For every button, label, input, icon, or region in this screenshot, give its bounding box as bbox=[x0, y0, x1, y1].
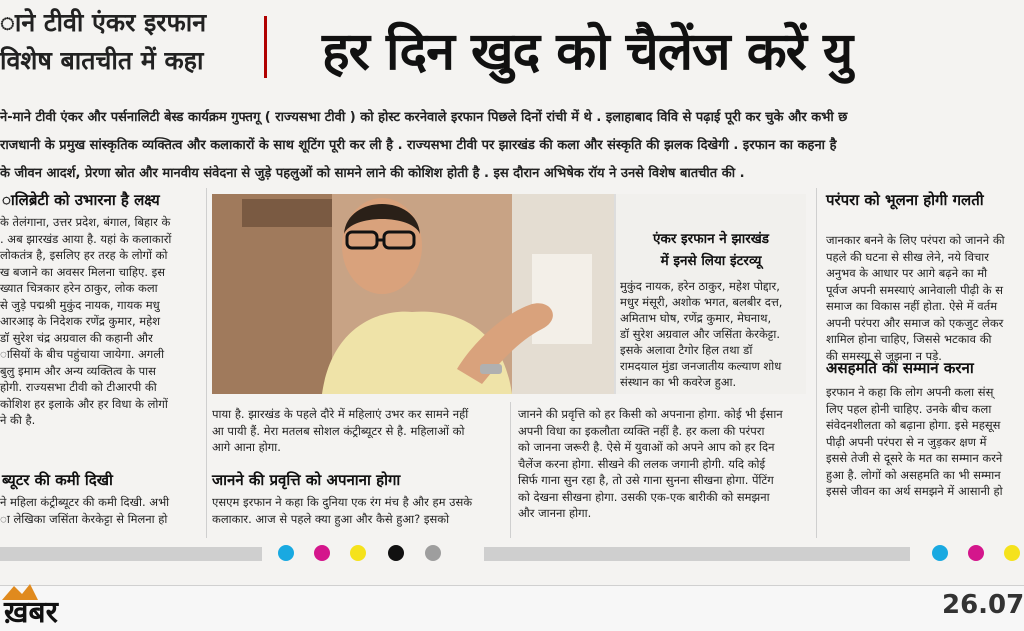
text-line: पाया है. झारखंड के पहले दौरे में महिलाएं उभर कर सामने नहीं bbox=[212, 407, 469, 421]
text-line: लिए पहल होनी चाहिए. उनके बीच कला bbox=[826, 401, 992, 416]
right-col-body bbox=[826, 232, 1024, 364]
column-divider bbox=[206, 188, 207, 538]
text-line: डॉ सुरेश चंद्र अग्रवाल की कहानी और bbox=[0, 330, 153, 345]
text-line: आगे आना होगा. bbox=[212, 440, 281, 454]
black-registration-dot bbox=[388, 545, 404, 561]
text-line: अपनी विधा का इकलौता व्यक्ति नहीं है. हर कला की परंपरा bbox=[518, 423, 765, 438]
kicker-line-1: ाने टीवी एंकर इरफान bbox=[0, 8, 207, 37]
text-line: जानकार बनने के लिए परंपरा को जानने की bbox=[826, 233, 1005, 247]
text-line: आ पायी हैं. मेरा मतलब सोशल कंट्रीब्यूटर से है. महिलाओं को bbox=[212, 423, 465, 438]
text-line: मुकुंद नायक, हरेन ठाकुर, महेश पोद्दार, bbox=[620, 279, 780, 293]
text-line: एसएम इरफान ने कहा कि दुनिया एक रंग मंच है और हम उसके bbox=[212, 495, 473, 509]
text-line: ने महिला कंट्रीब्यूटर की कमी दिखी. अभी bbox=[0, 495, 170, 509]
inset-title-1: एंकर इरफान ने झारखंड bbox=[653, 231, 769, 247]
text-line: संस्थान का भी कवरेज हुआ. bbox=[620, 375, 737, 389]
text-line: को जानना जरूरी है. ऐसे में युवाओं को अपने आप को हर दिन bbox=[518, 440, 775, 454]
right-col-heading: परंपरा को भूलना होगी गलती bbox=[826, 191, 984, 209]
photo-anchor-irfan bbox=[212, 194, 614, 394]
text-line: अपनी परंपरा और समाज को एकजुट लेकर bbox=[826, 315, 1004, 330]
registration-strip bbox=[484, 547, 910, 561]
magenta-registration-dot bbox=[968, 545, 984, 561]
text-line: जानने की प्रवृत्ति को हर किसी को अपनाना होगा. कोई भी ईसान bbox=[518, 407, 783, 421]
intro-line: के जीवन आदर्श, प्रेरणा स्रोत और मानवीय संवेदना से जुड़े पहलुओं को सामने लाने की कोशिश होती है . इस दौरान अभिषेक रॉय ने उनसे विशेष बातचीत की . bbox=[0, 166, 745, 181]
left-col-body bbox=[0, 214, 200, 429]
mid-col-body-2 bbox=[212, 494, 502, 527]
text-line: की समस्या से जूझना न पड़े. bbox=[826, 348, 942, 363]
text-line: कोशिश हर इलाके और हर विधा के लोगों bbox=[0, 396, 168, 411]
yellow-registration-dot bbox=[350, 545, 366, 561]
text-line: के तेलंगाना, उत्तर प्रदेश, बंगाल, बिहार के bbox=[0, 215, 171, 229]
text-line: बुलु इमाम और अन्य व्यक्तित्व के पास bbox=[0, 363, 156, 378]
text-line: इरफान ने कहा कि लोग अपनी कला संस् bbox=[826, 385, 994, 399]
cyan-registration-dot bbox=[932, 545, 948, 561]
cyan-registration-dot bbox=[278, 545, 294, 561]
mid-col-body bbox=[212, 406, 502, 456]
text-line: पहले की घटना से सीख लेने, नये विचार bbox=[826, 249, 989, 264]
text-line: से जुड़े पद्मश्री मुकुंद नायक, गायक मधु bbox=[0, 297, 160, 312]
right-col-body-2 bbox=[826, 384, 1024, 500]
page-date: 26.07 bbox=[942, 590, 1024, 620]
intro-line: राजधानी के प्रमुख सांस्कृतिक व्यक्तित्व और कलाकारों के साथ शूटिंग पूरी कर ली है . राज्यसभा टीवी पर झारखंड की कला और संस्कृति की झलक दिखेगी . इरफान का कहना है bbox=[0, 138, 837, 153]
text-line: ासियों के बीच पहुंचाया जायेगा. अगली bbox=[0, 347, 165, 361]
text-line: ख बजाने का अवसर मिलना चाहिए. इस bbox=[0, 264, 166, 279]
text-line: होगी. राज्यसभा टीवी को टीआरपी की bbox=[0, 380, 157, 394]
magenta-registration-dot bbox=[314, 545, 330, 561]
text-line: समाज का विकास नहीं होता. ऐसे में वर्तम bbox=[826, 299, 998, 313]
column-divider bbox=[816, 188, 817, 538]
left-col-body-2 bbox=[0, 494, 200, 527]
brand-logo: ख़बर bbox=[4, 595, 58, 630]
text-line: अमिताभ घोष, रणेंद्र कुमार, मेघनाथ, bbox=[620, 311, 772, 325]
text-line: और जानना होगा. bbox=[518, 506, 592, 520]
text-line: को देखना सीखना होगा. उसकी एक-एक बारीकी को समझना bbox=[518, 489, 770, 504]
headline: हर दिन खुद को चैलेंज करें यु bbox=[322, 22, 853, 82]
text-line: इससे तेजी से दूसरे के मत का सम्मान करने bbox=[826, 451, 1003, 465]
mid-col-heading: जानने की प्रवृत्ति को अपनाना होगा bbox=[212, 471, 401, 489]
text-line: ा लेखिका जसिंता केरकेट्टा से मिलना हो bbox=[0, 511, 168, 526]
text-line: ख्यात चित्रकार हरेन ठाकुर, लोक कला bbox=[0, 281, 158, 295]
left-col-heading: ालिब्रेटी को उभारना है लक्ष्य bbox=[2, 191, 160, 209]
intro-paragraph bbox=[0, 104, 1024, 188]
text-line: चैलेंज करना होगा. सीखने की ललक जगानी होगी. यदि कोई bbox=[518, 456, 766, 471]
text-line: संवेदनशीलता को बढ़ाना होगा. इसे महसूस bbox=[826, 418, 1001, 432]
column-divider bbox=[510, 402, 511, 538]
inset-title-2: में इनसे लिया इंटरव्यू bbox=[660, 253, 762, 269]
kicker-line-2: विशेष बातचीत में कहा bbox=[0, 46, 204, 75]
yellow-registration-dot bbox=[1004, 545, 1020, 561]
text-line: शामिल होना चाहिए, जिससे भटकाव की bbox=[826, 332, 992, 346]
mid-col2-body bbox=[518, 406, 808, 522]
text-line: रामदयाल मुंडा जनजातीय कल्याण शोध bbox=[620, 359, 782, 373]
text-line: आरआइ के निदेशक रणेंद्र कुमार, महेश bbox=[0, 314, 161, 328]
text-line: डॉ सुरेश अग्रवाल और जसिंता केरकेट्टा. bbox=[620, 327, 781, 341]
kicker bbox=[0, 4, 250, 80]
text-line: अनुभव के आधार पर आगे बढ़ने का मौ bbox=[826, 266, 988, 280]
text-line: पूर्वज अपनी समस्याएं आनेवाली पीढ़ी के स bbox=[826, 282, 1004, 297]
text-line: इससे जीवन का अर्थ समझने में आसानी हो bbox=[826, 484, 1003, 498]
left-col-heading-2: ब्यूटर की कमी दिखी bbox=[2, 471, 113, 489]
footer bbox=[0, 585, 1024, 631]
gray-registration-dot bbox=[425, 545, 441, 561]
text-line: मधुर मंसूरी, अशोक भगत, बलबीर दत्त, bbox=[620, 295, 783, 309]
inset-box bbox=[614, 194, 806, 394]
registration-strip bbox=[0, 547, 262, 561]
intro-line: ने-माने टीवी एंकर और पर्सनालिटी बेस्ड कार्यक्रम गुफ्तगू ( राज्यसभा टीवी ) को होस्ट करनेवाले इरफान पिछले दिनों रांची में थे . इलाहाबाद विवि से पढ़ाई पूरी कर चुके और कभी छ bbox=[0, 110, 848, 125]
text-line: . अब झारखंड आया है. यहां के कलाकारों bbox=[0, 231, 172, 246]
text-line: कलाकार. आज से पहले क्या हुआ और कैसे हुआ? इसको bbox=[212, 511, 450, 526]
text-line: हुआ है. लोगों को असहमति का भी सम्मान bbox=[826, 467, 1001, 482]
text-line: इसके अलावा टैगोर हिल तथा डॉ bbox=[620, 343, 753, 357]
text-line: सिर्फ गाना सुन रहा है, तो उसे गाना सुनना सीखना होगा. पेंटिंग bbox=[518, 473, 774, 487]
text-line: लोकतंत्र है, इसलिए हर तरह के लोगों को bbox=[0, 248, 168, 262]
text-line: पीढ़ी अपनी परंपरा से न जुड़कर क्षण में bbox=[826, 434, 987, 449]
inset-body bbox=[616, 278, 806, 390]
right-col-heading-2: असहमति का सम्मान करना bbox=[826, 359, 974, 377]
divider bbox=[264, 16, 267, 78]
photo-illustration bbox=[212, 194, 614, 394]
text-line: ने की है. bbox=[0, 413, 36, 427]
